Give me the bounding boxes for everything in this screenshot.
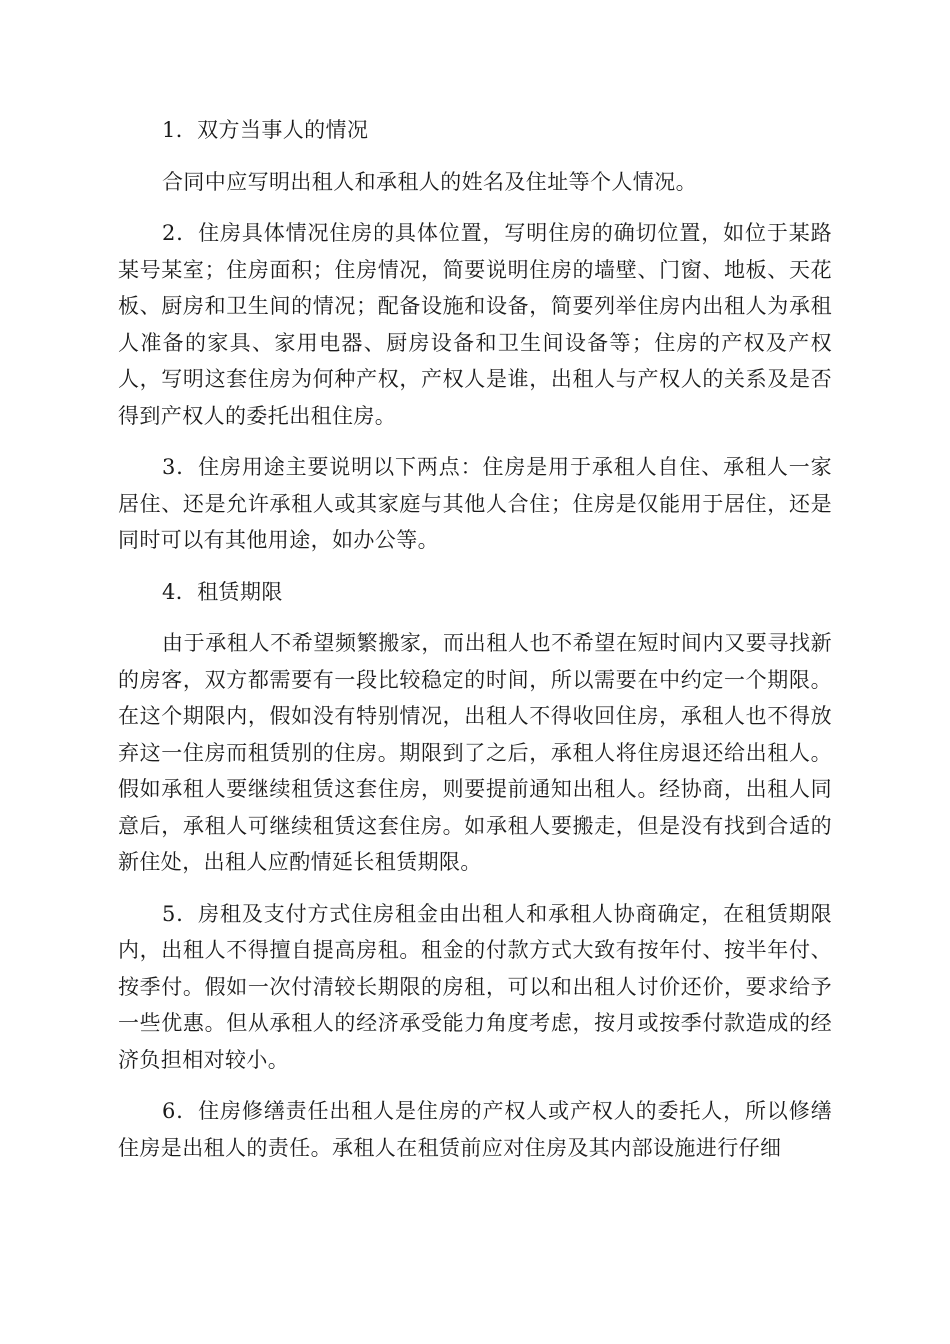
- paragraph-lease-term-heading: 4．租赁期限: [162, 579, 283, 604]
- paragraph-repair-responsibility: 6．住房修缮责任出租人是住房的产权人或产权人的委托人，所以修缮住房是出租人的责任。承租人在租赁前应对住房及其内部设施进行仔细: [118, 1099, 832, 1160]
- paragraph-rent-payment: 5．房租及支付方式住房租金由出租人和承租人协商确定，在租赁期限内，出租人不得擅自提高房租。租金的付款方式大致有按年付、按半年付、按季付。假如一次付清较长期限的房租，可以和出租人讨价还价，要求给予一些优惠。但从承租人的经济承受能力角度考虑，按月或按季付款造成的经济负担相对较小。: [118, 901, 832, 1072]
- paragraph-housing-details: 2．住房具体情况住房的具体位置，写明住房的确切位置，如位于某路某号某室；住房面积；住房情况，简要说明住房的墙壁、门窗、地板、天花板、厨房和卫生间的情况；配备设施和设备，简要列举住房内出租人为承租人准备的家具、家用电器、厨房设备和卫生间设备等；住房的产权及产权人，写明这套住房为何种产权，产权人是谁，出租人与产权人的关系及是否得到产权人的委托出租住房。: [118, 221, 832, 428]
- paragraph-parties-body: 合同中应写明出租人和承租人的姓名及住址等个人情况。: [162, 169, 697, 194]
- paragraph-parties-heading: 1．双方当事人的情况: [162, 118, 369, 142]
- document-body: [118, 112, 832, 1181]
- paragraph-lease-term-body: 由于承租人不希望频繁搬家，而出租人也不希望在短时间内又要寻找新的房客，双方都需要有一段比较稳定的时间，所以需要在中约定一个期限。在这个期限内，假如没有特别情况，出租人不得收回住房，承租人也不得放弃这一住房而租赁别的住房。期限到了之后，承租人将住房退还给出租人。假如承租人要继续租赁这套住房，则要提前通知出租人。经协商，出租人同意后，承租人可继续租赁这套住房。如承租人要搬走，但是没有找到合适的新住处，出租人应酌情延长租赁期限。: [118, 631, 832, 874]
- paragraph-housing-use: 3．住房用途主要说明以下两点：住房是用于承租人自住、承租人一家居住、还是允许承租人或其家庭与其他人合住；住房是仅能用于居住，还是同时可以有其他用途，如办公等。: [118, 455, 832, 552]
